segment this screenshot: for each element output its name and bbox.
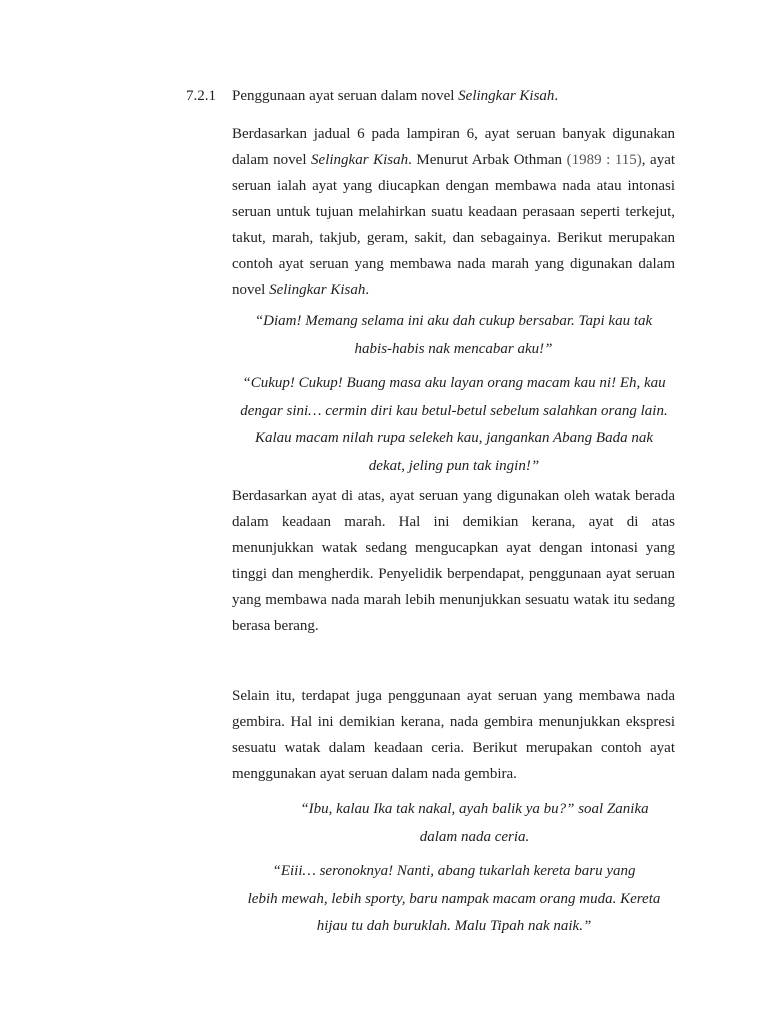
quote-angry-1: “Diam! Memang selama ini aku dah cukup bersabar. Tapi kau tak habis-habis nak mencabar aku!” (254, 313, 653, 357)
section-title: Penggunaan ayat seruan dalam novel Selingkar Kisah. (232, 88, 559, 104)
paragraph-happy-intro: Selain itu, terdapat juga penggunaan ayat seruan yang membawa nada gembira. Hal ini demikian kerana, nada gembira menunjukkan ekspresi sesuatu watak dalam keadaan ceria. Berikut merupakan contoh ayat menggunakan ayat seruan dalam nada gembira. (232, 688, 675, 782)
quote-happy-2: “Eiii… seronoknya! Nanti, abang tukarlah kereta baru yang lebih mewah, lebih sporty, baru nampak macam orang muda. Kereta hijau tu dah buruklah. Malu Tipah nak naik.” (247, 863, 661, 934)
paragraph-angry-analysis: Berdasarkan ayat di atas, ayat seruan yang digunakan oleh watak berada dalam keadaan marah. Hal ini demikian kerana, ayat di atas menunjukkan watak sedang mengucapkan ayat dengan intonasi yang tinggi dan mengherdik. Penyelidik berpendapat, penggunaan ayat seruan yang membawa nada marah lebih menunjukkan sesuatu watak itu sedang berasa berang. (232, 488, 675, 634)
novel-title: Selingkar Kisah (311, 152, 409, 168)
quote-angry-2: “Cukup! Cukup! Buang masa aku layan orang macam kau ni! Eh, kau dengar sini… cermin diri kau betul-betul sebelum salahkan orang lain. Kalau macam nilah rupa selekeh kau, jangankan Abang Bada nak dekat, jeling pun tak ingin!” (240, 375, 668, 474)
quote-happy-1: “Ibu, kalau Ika tak nakal, ayah balik ya bu?” soal Zanika dalam nada ceria. (300, 801, 649, 845)
novel-title: Selingkar Kisah (269, 282, 366, 298)
paragraph-definition: Berdasarkan jadual 6 pada lampiran 6, ayat seruan banyak digunakan dalam novel Selingkar Kisah. Menurut Arbak Othman (1989 : 115), ayat seruan ialah ayat yang diucapkan dengan membawa nada atau intonasi seruan untuk tujuan melahirkan suatu keadaan perasaan seperti terkejut, takut, marah, takjub, geram, sakit, dan sebagainya. Berikut merupakan contoh ayat seruan yang membawa nada marah yang digunakan dalam novel Selingkar Kisah. (232, 126, 676, 298)
citation: (1989 : 115) (566, 152, 642, 168)
novel-title: Selingkar Kisah (458, 88, 555, 104)
section-number: 7.2.1 (186, 88, 216, 104)
section-heading (186, 86, 558, 106)
